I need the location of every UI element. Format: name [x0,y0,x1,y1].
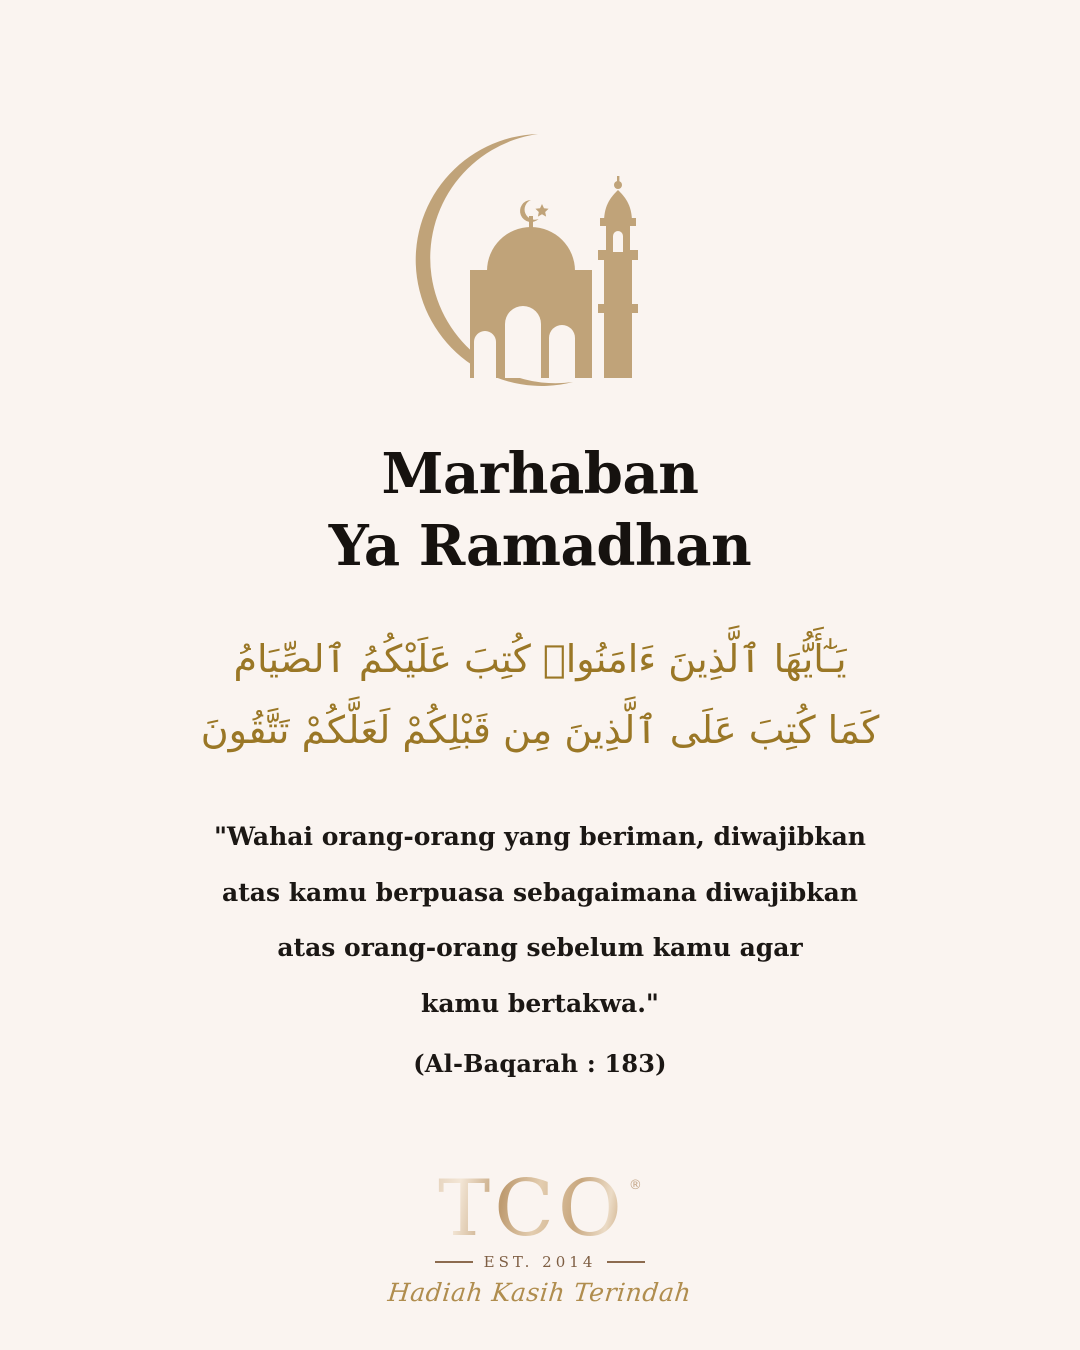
logo-established-row [435,1253,646,1271]
logo-divider-right [607,1261,645,1263]
dome-crescent-finial [520,200,539,222]
quran-verse-translation [214,809,866,1031]
minaret-cap-base [600,218,636,226]
mosque-arch-center [505,306,541,378]
translation-line-4: kamu bertakwa." [421,988,659,1018]
headline-line-2: Ya Ramadhan [328,513,752,580]
brand-logo [0,1164,1080,1307]
logo-tagline: Hadiah Kasih Terindah [386,1277,694,1307]
mosque-arch-left [474,331,496,378]
mosque-arch-right [549,325,575,378]
crescent-moon-with-mosque-illustration [390,128,690,390]
quran-verse-arabic [0,624,1080,765]
translation-line-1: "Wahai orang-orang yang beriman, diwajibkan [214,822,866,852]
minaret-shaft [604,256,632,378]
registered-trademark-icon: ® [628,1178,642,1193]
translation-line-3: atas orang-orang sebelum kamu agar [277,933,803,963]
page-title [329,438,751,582]
minaret-chamber-window [613,231,623,252]
headline-line-1: Marhaban [381,441,699,507]
translation-line-2: atas kamu berpuasa sebagaimana diwajibkan [222,877,858,907]
arabic-verse-line-2: كَمَا كُتِبَ عَلَى ٱلَّذِينَ مِن قَبْلِكُمْ لَعَلَّكُمْ تَتَّقُونَ [200,707,880,752]
dome-star-finial [535,204,548,217]
minaret-lower-balcony [598,304,638,313]
verse-reference: (Al-Baqarah : 183) [413,1049,667,1079]
minaret-cap [604,190,632,222]
minaret-finial-stem [617,176,619,186]
logo-established-text: EST. 2014 [483,1252,597,1271]
logo-wordmark-tco: TCO [438,1164,626,1254]
logo-wordmark-row [438,1164,642,1254]
arabic-verse-line-1: يَـٰٓأَيُّهَا ٱلَّذِينَ ءَامَنُوا۟ كُتِبَ عَلَيْكُمُ ٱلصِّيَامُ [233,637,847,682]
logo-divider-left [435,1261,473,1263]
